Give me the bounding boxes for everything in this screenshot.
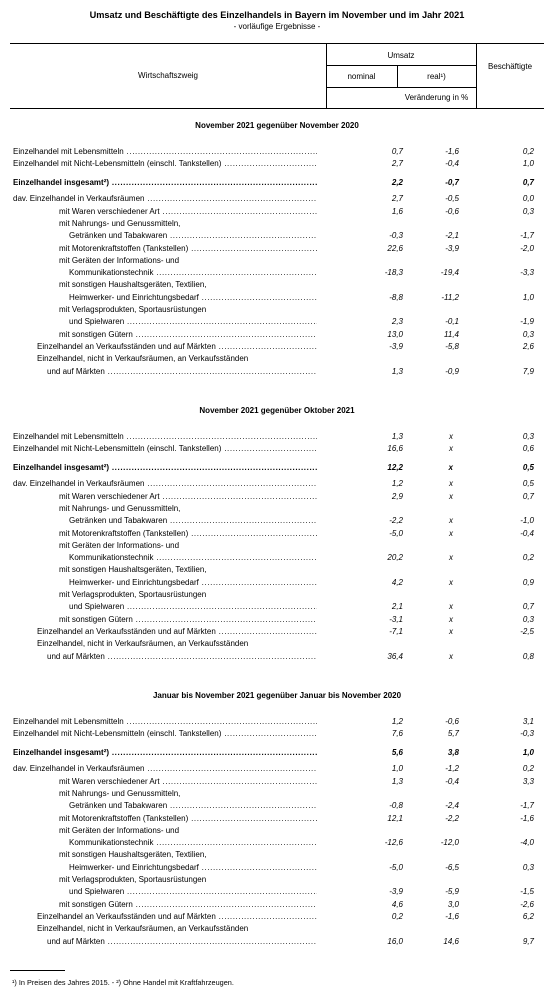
footnote-rule (10, 970, 65, 971)
value-nominal: 1,2 (391, 717, 403, 726)
row-label: Einzelhandel, nicht in Verkaufsräumen, an Verkaufsständen (37, 354, 249, 364)
row-label: Einzelhandel insgesamt²) ..... (13, 178, 317, 188)
value-nominal: 2,7 (391, 159, 403, 169)
row-label: Heimwerker- und Einrichtungsbedarf ..... (69, 863, 317, 873)
value-beschaeftigte: 0,3 (522, 329, 534, 339)
table-row (13, 280, 535, 290)
row-label: Heimwerker- und Einrichtungsbedarf ..... (69, 578, 317, 588)
section-title: November 2021 gegenüber November 2020 (195, 121, 359, 130)
value-real: -5,9 (445, 887, 459, 897)
table-row (13, 729, 535, 739)
section-title: November 2021 gegenüber Oktober 2021 (199, 406, 355, 415)
row-label: Einzelhandel mit Nicht-Lebensmitteln (einschl. Tankstellen) ..... (13, 159, 317, 169)
table-row (13, 652, 535, 662)
header-wirtschaftszweig: Wirtschaftszweig (137, 71, 198, 80)
value-beschaeftigte: -1,9 (520, 317, 534, 327)
row-label: mit sonstigen Gütern ..... (59, 900, 317, 910)
row-label: dav. Einzelhandel in Verkaufsräumen ..... (13, 479, 317, 489)
row-label: mit Verlagsprodukten, Sportausrüstungen (59, 875, 207, 884)
table-row (13, 801, 535, 811)
value-nominal: -0,8 (389, 801, 403, 811)
value-nominal: 2,1 (391, 602, 403, 612)
value-beschaeftigte: 0,7 (522, 178, 534, 188)
row-label: mit Waren verschiedener Art ..... (59, 492, 317, 502)
table-row (13, 814, 535, 824)
value-nominal: 2,7 (391, 194, 403, 204)
value-real: -2,1 (445, 231, 459, 241)
page-title: Umsatz und Beschäftigte des Einzelhandels in Bayern im November und im Jahr 2021 (89, 10, 465, 20)
value-beschaeftigte: -1,0 (520, 516, 534, 526)
value-nominal: 1,2 (391, 479, 403, 489)
table-row (13, 516, 535, 526)
value-beschaeftigte: 7,9 (522, 366, 534, 376)
table-row (13, 748, 535, 758)
row-label: Getränken und Tabakwaren ..... (69, 801, 317, 811)
value-nominal: 2,9 (391, 491, 403, 501)
value-beschaeftigte: 0,7 (522, 491, 534, 501)
value-real: x (449, 444, 453, 454)
value-real: x (449, 528, 453, 538)
row-label: Einzelhandel mit Lebensmitteln ..... (13, 147, 317, 157)
table-row (13, 602, 535, 612)
table-row (13, 504, 535, 514)
value-real: x (449, 602, 453, 612)
value-real: x (448, 463, 453, 473)
row-label: Kommunikationstechnik ..... (69, 838, 317, 848)
row-label: mit Verlagsprodukten, Sportausrüstungen (59, 305, 207, 314)
value-real: x (449, 614, 453, 624)
table-row (13, 479, 535, 489)
table-row (13, 553, 535, 563)
row-label: mit sonstigen Gütern ..... (59, 615, 317, 625)
table-row (13, 541, 535, 551)
table-row (13, 924, 535, 934)
header-beschaeftigte: Beschäftigte (487, 62, 533, 71)
value-beschaeftigte: 0,3 (522, 432, 534, 441)
value-beschaeftigte: 0,9 (522, 577, 534, 587)
row-label: Einzelhandel mit Lebensmitteln ..... (13, 432, 317, 442)
value-real: -1,6 (445, 147, 459, 156)
row-label: mit Verlagsprodukten, Sportausrüstungen (59, 590, 207, 599)
value-real: -0,4 (445, 776, 459, 786)
value-real: -0,5 (445, 194, 459, 204)
value-nominal: 36,4 (387, 651, 403, 661)
header-nominal: nominal (347, 72, 376, 81)
header-top-rule (10, 43, 544, 44)
footnote: ¹) In Preisen des Jahres 2015. - ²) Ohne Handel mit Kraftfahrzeugen. (12, 978, 234, 987)
value-nominal: -12,6 (384, 838, 403, 848)
value-beschaeftigte: 0,0 (522, 194, 534, 204)
header-divider-3 (476, 43, 477, 108)
row-label: mit Geräten der Informations- und (59, 255, 180, 265)
value-nominal: 2,3 (391, 317, 403, 327)
value-beschaeftigte: -2,5 (520, 626, 534, 636)
value-beschaeftigte: 0,3 (522, 862, 534, 872)
value-nominal: 12,2 (387, 463, 403, 473)
row-label: und auf Märkten ..... (47, 367, 317, 377)
value-nominal: 2,2 (391, 178, 403, 188)
value-beschaeftigte: -1,5 (520, 887, 534, 897)
table-row (13, 492, 535, 502)
value-real: 11,4 (444, 329, 459, 339)
row-label: mit sonstigen Haushaltsgeräten, Textilien, (59, 280, 207, 290)
row-label: Einzelhandel, nicht in Verkaufsräumen, an Verkaufsständen (37, 639, 249, 649)
row-label: Kommunikationstechnik ..... (69, 268, 317, 278)
value-beschaeftigte: 0,3 (522, 614, 534, 624)
value-beschaeftigte: -0,4 (520, 528, 534, 538)
table-row (13, 194, 535, 204)
table-row (13, 887, 535, 897)
value-beschaeftigte: -2,6 (520, 899, 534, 909)
row-label: mit Motorenkraftstoffen (Tankstellen) ..... (59, 244, 317, 254)
value-real: -5,8 (445, 341, 459, 351)
row-label: Einzelhandel an Verkaufsständen und auf Märkten ..... (37, 627, 317, 637)
table-row (13, 875, 535, 885)
table-row (13, 912, 535, 922)
table-row (13, 219, 535, 229)
value-nominal: -18,3 (384, 268, 403, 278)
table-row (13, 639, 535, 649)
value-beschaeftigte: 6,2 (522, 911, 534, 921)
value-nominal: 13,0 (387, 329, 403, 339)
table-row (13, 367, 535, 377)
row-label: Getränken und Tabakwaren ..... (69, 231, 317, 241)
table-row (13, 863, 535, 873)
value-nominal: 1,6 (391, 206, 403, 216)
value-nominal: -3,9 (389, 341, 403, 351)
value-real: -0,4 (445, 159, 459, 169)
value-real: -6,5 (445, 862, 459, 872)
value-beschaeftigte: -1,6 (520, 813, 534, 823)
row-label: Einzelhandel mit Nicht-Lebensmitteln (einschl. Tankstellen) ..... (13, 729, 317, 739)
value-real: -2,4 (445, 801, 459, 811)
value-nominal: -2,2 (389, 516, 403, 526)
value-beschaeftigte: 0,2 (522, 147, 534, 156)
value-real: x (449, 553, 453, 563)
table-row (13, 159, 535, 169)
table-header (10, 43, 544, 108)
value-nominal: -3,1 (389, 614, 403, 624)
value-beschaeftigte: 9,7 (522, 936, 534, 946)
value-real: -12,0 (440, 838, 459, 848)
row-label: und Spielwaren ..... (69, 317, 317, 327)
table-row (13, 432, 535, 442)
table-row (13, 317, 535, 327)
value-beschaeftigte: -0,3 (520, 729, 534, 739)
table-row (13, 444, 535, 454)
row-label: Einzelhandel an Verkaufsständen und auf Märkten ..... (37, 342, 317, 352)
header-real: real¹) (427, 72, 446, 81)
value-beschaeftigte: 0,2 (522, 764, 534, 774)
row-label: Heimwerker- und Einrichtungsbedarf ..... (69, 293, 317, 303)
value-real: 5,7 (447, 729, 459, 739)
row-label: Einzelhandel mit Lebensmitteln ..... (13, 717, 317, 727)
table-row (13, 529, 535, 539)
row-label: mit Geräten der Informations- und (59, 540, 180, 550)
value-real: 3,0 (447, 899, 459, 909)
table-row (13, 330, 535, 340)
value-nominal: 16,6 (387, 444, 403, 454)
table-row (13, 789, 535, 799)
table-row (13, 590, 535, 600)
table-row (13, 850, 535, 860)
value-beschaeftigte: 0,5 (522, 463, 534, 473)
header-umsatz: Umsatz (387, 51, 415, 60)
value-beschaeftigte: -4,0 (520, 838, 534, 848)
row-label: und Spielwaren ..... (69, 602, 317, 612)
table-row (13, 565, 535, 575)
value-real: -1,6 (445, 911, 459, 921)
row-label: Einzelhandel an Verkaufsständen und auf Märkten ..... (37, 912, 317, 922)
table-row (13, 615, 535, 625)
table-row (13, 900, 535, 910)
header-umsatz-rule (326, 65, 476, 66)
table-row (13, 268, 535, 278)
value-beschaeftigte: 1,0 (522, 748, 534, 758)
table-row (13, 838, 535, 848)
value-nominal: 1,3 (391, 432, 403, 441)
header-bottom-rule (10, 108, 544, 109)
value-real: -0,9 (445, 366, 459, 376)
value-real: -2,2 (445, 813, 459, 823)
value-nominal: 20,2 (387, 553, 403, 563)
value-beschaeftigte: 0,3 (522, 206, 534, 216)
value-real: x (449, 479, 453, 489)
value-nominal: 16,0 (387, 936, 403, 946)
table-row (13, 256, 535, 266)
value-beschaeftigte: 0,2 (522, 553, 534, 563)
table-row (13, 826, 535, 836)
table-row (13, 463, 535, 473)
value-beschaeftigte: 2,6 (522, 341, 534, 351)
row-label: Einzelhandel mit Nicht-Lebensmitteln (einschl. Tankstellen) ..... (13, 444, 317, 454)
value-beschaeftigte: 3,3 (522, 776, 534, 786)
value-real: -11,2 (441, 292, 459, 302)
value-nominal: -7,1 (389, 626, 403, 636)
row-label: mit Nahrungs- und Genussmitteln, (59, 503, 181, 513)
value-nominal: 0,7 (391, 147, 403, 156)
table-row (13, 293, 535, 303)
value-beschaeftigte: -1,7 (520, 231, 534, 241)
value-beschaeftigte: -1,7 (520, 801, 534, 811)
section-title: Januar bis November 2021 gegenüber Januar bis November 2020 (152, 691, 402, 700)
row-label: mit Motorenkraftstoffen (Tankstellen) ..... (59, 529, 317, 539)
table-row (13, 178, 535, 188)
value-nominal: -8,8 (389, 292, 403, 302)
table-row (13, 764, 535, 774)
value-beschaeftigte: -2,0 (520, 243, 534, 253)
table-row (13, 147, 535, 157)
value-nominal: 4,6 (391, 899, 403, 909)
value-real: -1,2 (445, 764, 459, 774)
value-nominal: -5,0 (389, 862, 403, 872)
value-nominal: 1,3 (391, 366, 403, 376)
row-label: mit Nahrungs- und Genussmitteln, (59, 788, 181, 798)
table-row (13, 937, 535, 947)
row-label: Einzelhandel insgesamt²) ..... (13, 748, 317, 758)
table-row (13, 305, 535, 315)
value-nominal: 5,6 (391, 748, 403, 758)
value-real: x (449, 626, 453, 636)
value-nominal: 4,2 (391, 577, 403, 587)
table-row (13, 354, 535, 364)
table-row (13, 627, 535, 637)
value-nominal: -5,0 (389, 528, 403, 538)
row-label: mit Waren verschiedener Art ..... (59, 207, 317, 217)
value-nominal: 1,3 (391, 776, 403, 786)
row-label: mit sonstigen Gütern ..... (59, 330, 317, 340)
row-label: mit Waren verschiedener Art ..... (59, 777, 317, 787)
value-beschaeftigte: 3,1 (522, 717, 534, 726)
row-label: dav. Einzelhandel in Verkaufsräumen ..... (13, 194, 317, 204)
value-real: x (449, 577, 453, 587)
row-label: dav. Einzelhandel in Verkaufsräumen ..... (13, 764, 317, 774)
page-subtitle: - vorläufige Ergebnisse - (233, 22, 321, 31)
value-real: -0,1 (445, 317, 459, 327)
value-beschaeftigte: -3,3 (520, 268, 534, 278)
value-real: -0,6 (445, 206, 459, 216)
value-nominal: 0,2 (391, 911, 403, 921)
value-real: x (449, 432, 453, 441)
value-nominal: 12,1 (387, 813, 403, 823)
value-real: -3,9 (445, 243, 459, 253)
header-subcol-rule (326, 87, 476, 88)
value-beschaeftigte: 0,8 (522, 651, 534, 661)
value-real: -0,6 (445, 717, 459, 726)
table-row (13, 717, 535, 727)
row-label: und auf Märkten ..... (47, 652, 317, 662)
value-beschaeftigte: 1,0 (522, 159, 534, 169)
value-real: x (449, 651, 453, 661)
value-nominal: -0,3 (389, 231, 403, 241)
value-beschaeftigte: 1,0 (522, 292, 534, 302)
row-label: mit sonstigen Haushaltsgeräten, Textilien, (59, 565, 207, 575)
value-real: -0,7 (445, 178, 459, 188)
value-beschaeftigte: 0,7 (522, 602, 534, 612)
table-row (13, 231, 535, 241)
value-real: -19,4 (440, 268, 459, 278)
value-nominal: -3,9 (389, 887, 403, 897)
value-nominal: 7,6 (391, 729, 403, 739)
row-label: Einzelhandel insgesamt²) ..... (13, 463, 317, 473)
row-label: mit sonstigen Haushaltsgeräten, Textilien, (59, 850, 207, 860)
row-label: Getränken und Tabakwaren ..... (69, 516, 317, 526)
value-nominal: 22,6 (387, 243, 403, 253)
row-label: mit Nahrungs- und Genussmitteln, (59, 218, 181, 228)
row-label: mit Geräten der Informations- und (59, 825, 180, 835)
row-label: Kommunikationstechnik ..... (69, 553, 317, 563)
header-veraenderung: Veränderung in % (404, 93, 469, 102)
table-row (13, 207, 535, 217)
value-beschaeftigte: 0,5 (522, 479, 534, 489)
value-real: 14,6 (443, 936, 459, 946)
table-row (13, 777, 535, 787)
table-row (13, 342, 535, 352)
row-label: und Spielwaren ..... (69, 887, 317, 897)
table-row (13, 578, 535, 588)
value-real: x (449, 516, 453, 526)
value-beschaeftigte: 0,6 (522, 444, 534, 454)
row-label: mit Motorenkraftstoffen (Tankstellen) ..... (59, 814, 317, 824)
value-real: 3,8 (447, 748, 459, 758)
value-real: x (449, 491, 453, 501)
value-nominal: 1,0 (391, 764, 403, 774)
row-label: und auf Märkten ..... (47, 937, 317, 947)
row-label: Einzelhandel, nicht in Verkaufsräumen, an Verkaufsständen (37, 924, 249, 934)
table-row (13, 244, 535, 254)
